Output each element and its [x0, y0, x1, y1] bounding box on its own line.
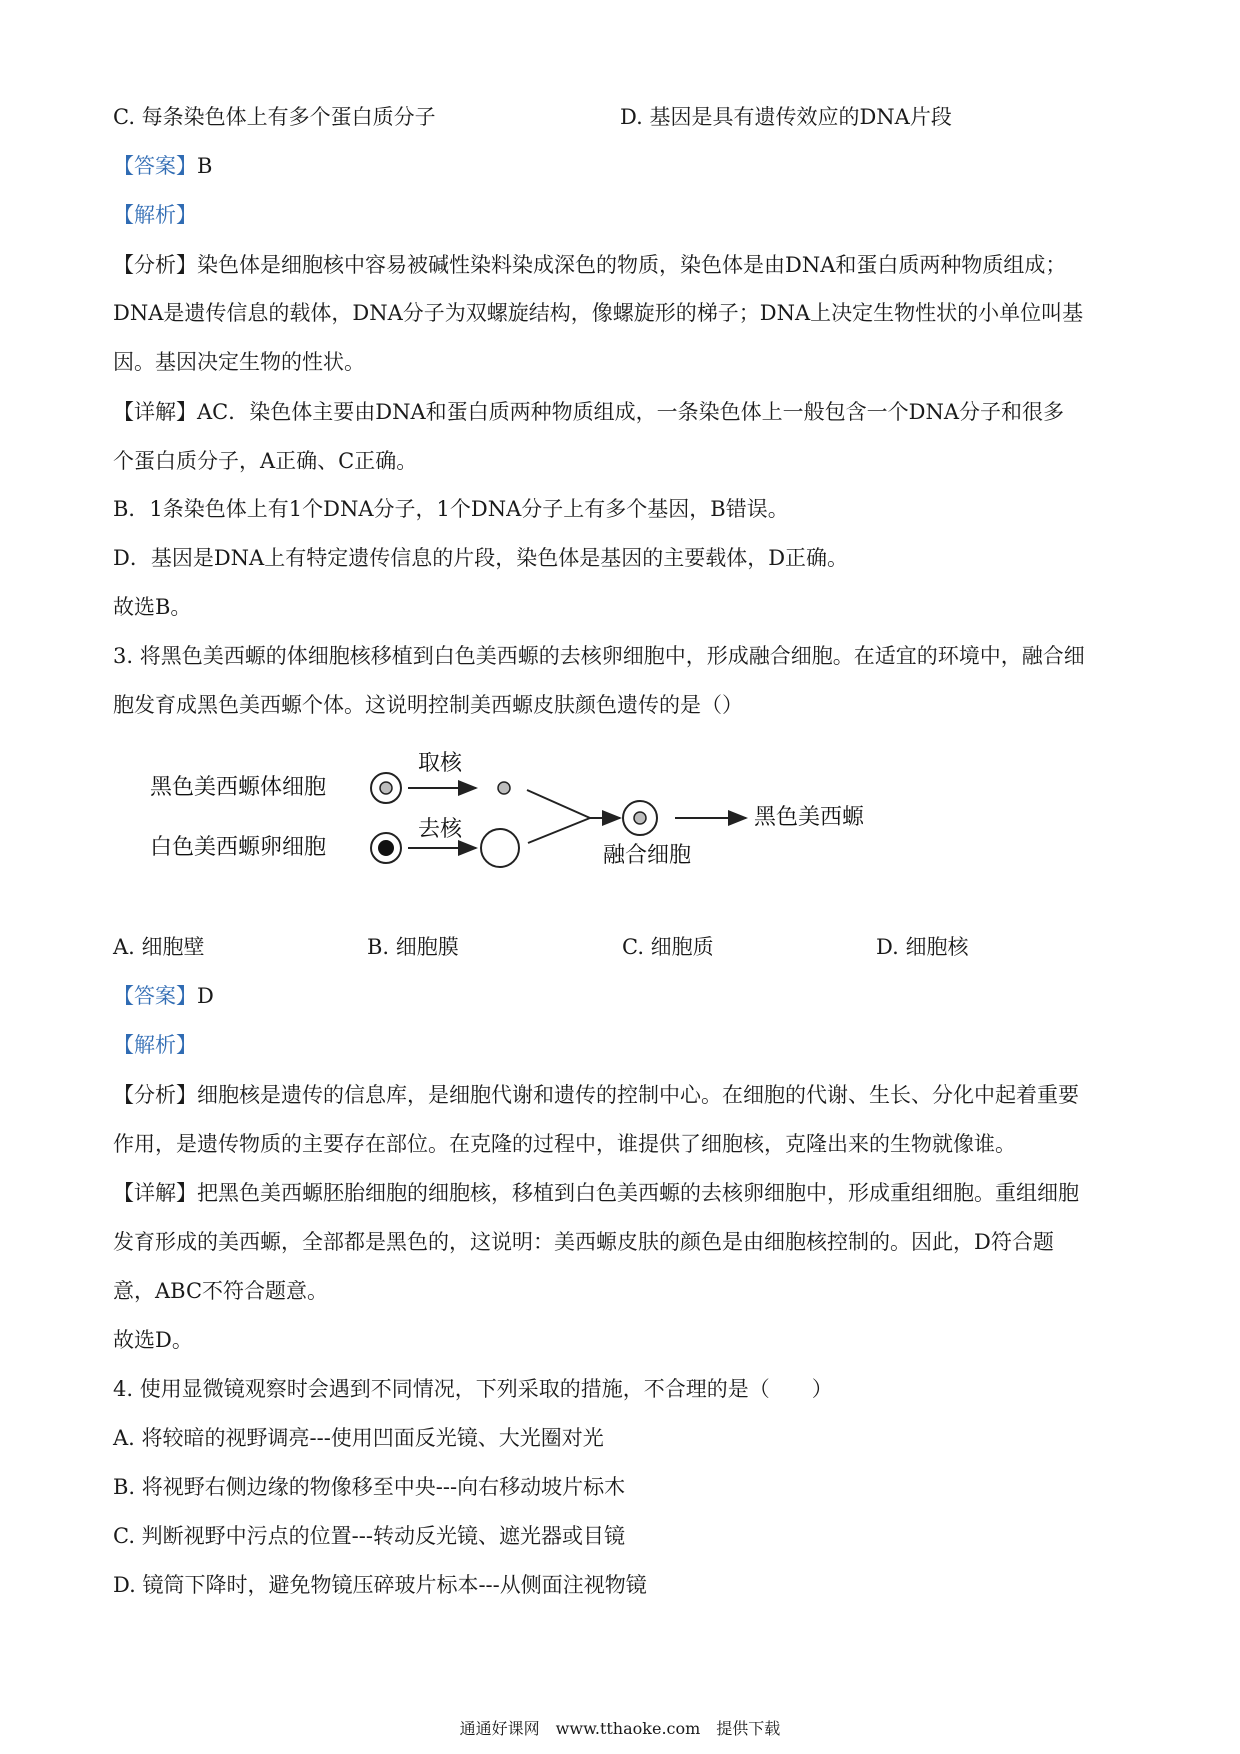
q4-option-c: C. 判断视野中污点的位置---转动反光镜、遮光器或目镜 [113, 1524, 625, 1548]
black-body-cell-icon [371, 773, 401, 803]
q3-xiangjie-line1 [113, 1178, 1133, 1208]
fenxi-text: 染色体是细胞核中容易被碱性染料染成深色的物质，染色体是由DNA和蛋白质两种物质组成； [197, 253, 1067, 277]
q3-fenxi-line1 [113, 1080, 1133, 1110]
q2-analysis-tag: 【解析】 [113, 203, 197, 227]
nucleus-icon [498, 782, 510, 794]
q2-xiangjie-line1 [113, 397, 1133, 427]
fused-cell-icon [623, 801, 657, 835]
q3-answer [113, 981, 1133, 1011]
q2-answer [113, 151, 1133, 181]
take-nucleus-label: 取核 [418, 751, 463, 776]
page-footer: 通通好课网 www.tthaoke.com 提供下载 [459, 1719, 781, 1738]
q3-option-b: B. 细胞膜 [367, 935, 459, 959]
q3-fenxi-line2: 作用，是遗传物质的主要存在部位。在克隆的过程中，谁提供了细胞核，克隆出来的生物就像谁。 [113, 1132, 1016, 1156]
answer-tag: 【答案】 [113, 154, 197, 178]
black-body-cell-label: 黑色美西螈体细胞 [150, 775, 327, 800]
fenxi-tag: 【分析】 [113, 1083, 197, 1107]
xiangjie-text: 把黑色美西螈胚胎细胞的细胞核，移植到白色美西螈的去核卵细胞中，形成重组细胞。重组细胞 [197, 1181, 1079, 1205]
q2-xiangjie-line5: 故选B。 [113, 595, 192, 619]
q3-xiangjie-line3: 意，ABC不符合题意。 [113, 1279, 329, 1303]
xiangjie-text: AC．染色体主要由DNA和蛋白质两种物质组成，一条染色体上一般包含一个DNA分子和很多 [197, 400, 1064, 424]
q3-option-a: A. 细胞壁 [113, 935, 205, 959]
result-label: 黑色美西螈 [754, 805, 865, 830]
q2-xiangjie-line3: B．1条染色体上有1个DNA分子，1个DNA分子上有多个基因，B错误。 [113, 497, 789, 521]
q2-xiangjie-line2: 个蛋白质分子，A正确、C正确。 [113, 449, 418, 473]
q2-option-c: C. 每条染色体上有多个蛋白质分子 [113, 105, 436, 129]
q3-xiangjie-line2: 发育形成的美西螈，全部都是黑色的，这说明：美西螈皮肤的颜色是由细胞核控制的。因此，D符合题 [113, 1230, 1054, 1254]
fenxi-tag: 【分析】 [113, 253, 197, 277]
enucleated-egg-icon [481, 829, 519, 867]
fused-cell-label: 融合细胞 [603, 843, 692, 868]
q2-xiangjie-line4: D．基因是DNA上有特定遗传信息的片段，染色体是基因的主要载体，D正确。 [113, 546, 849, 570]
q4-option-d: D. 镜筒下降时，避免物镜压碎玻片标本---从侧面注视物镜 [113, 1573, 647, 1597]
remove-nucleus-label: 去核 [418, 817, 463, 842]
white-egg-cell-label: 白色美西螈卵细胞 [150, 835, 327, 860]
q3-stem-line1: 3. 将黑色美西螈的体细胞核移植到白色美西螈的去核卵细胞中，形成融合细胞。在适宜的环境中，融合细 [113, 644, 1085, 668]
answer-tag: 【答案】 [113, 984, 197, 1008]
xiangjie-tag: 【详解】 [113, 1181, 197, 1205]
q4-option-b: B. 将视野右侧边缘的物像移至中央---向右移动坡片标木 [113, 1475, 626, 1499]
q3-option-c: C. 细胞质 [622, 935, 714, 959]
nuclear-transfer-diagram [150, 745, 910, 895]
q3-option-d: D. 细胞核 [876, 935, 969, 959]
merge-line-top [527, 790, 590, 818]
white-egg-cell-icon [371, 833, 401, 863]
q2-fenxi-line2: DNA是遗传信息的载体，DNA分子为双螺旋结构，像螺旋形的梯子；DNA上决定生物性状的小单位叫基 [113, 301, 1084, 325]
q3-xiangjie-line4: 故选D。 [113, 1328, 193, 1352]
fenxi-text: 细胞核是遗传的信息库，是细胞代谢和遗传的控制中心。在细胞的代谢、生长、分化中起着重要 [197, 1083, 1079, 1107]
xiangjie-tag: 【详解】 [113, 400, 197, 424]
merge-line-bottom [528, 818, 590, 843]
q4-stem: 4. 使用显微镜观察时会遇到不同情况，下列采取的措施，不合理的是（ ） [113, 1377, 833, 1401]
q3-stem-line2: 胞发育成黑色美西螈个体。这说明控制美西螈皮肤颜色遗传的是（） [113, 693, 743, 717]
q3-analysis-tag: 【解析】 [113, 1033, 197, 1057]
q2-option-d: D. 基因是具有遗传效应的DNA片段 [620, 105, 952, 129]
answer-value: D [197, 984, 214, 1008]
q4-option-a: A. 将较暗的视野调亮---使用凹面反光镜、大光圈对光 [113, 1426, 604, 1450]
answer-value: B [197, 154, 213, 178]
q2-fenxi-line3: 因。基因决定生物的性状。 [113, 350, 365, 374]
q2-fenxi-line1 [113, 250, 1133, 280]
